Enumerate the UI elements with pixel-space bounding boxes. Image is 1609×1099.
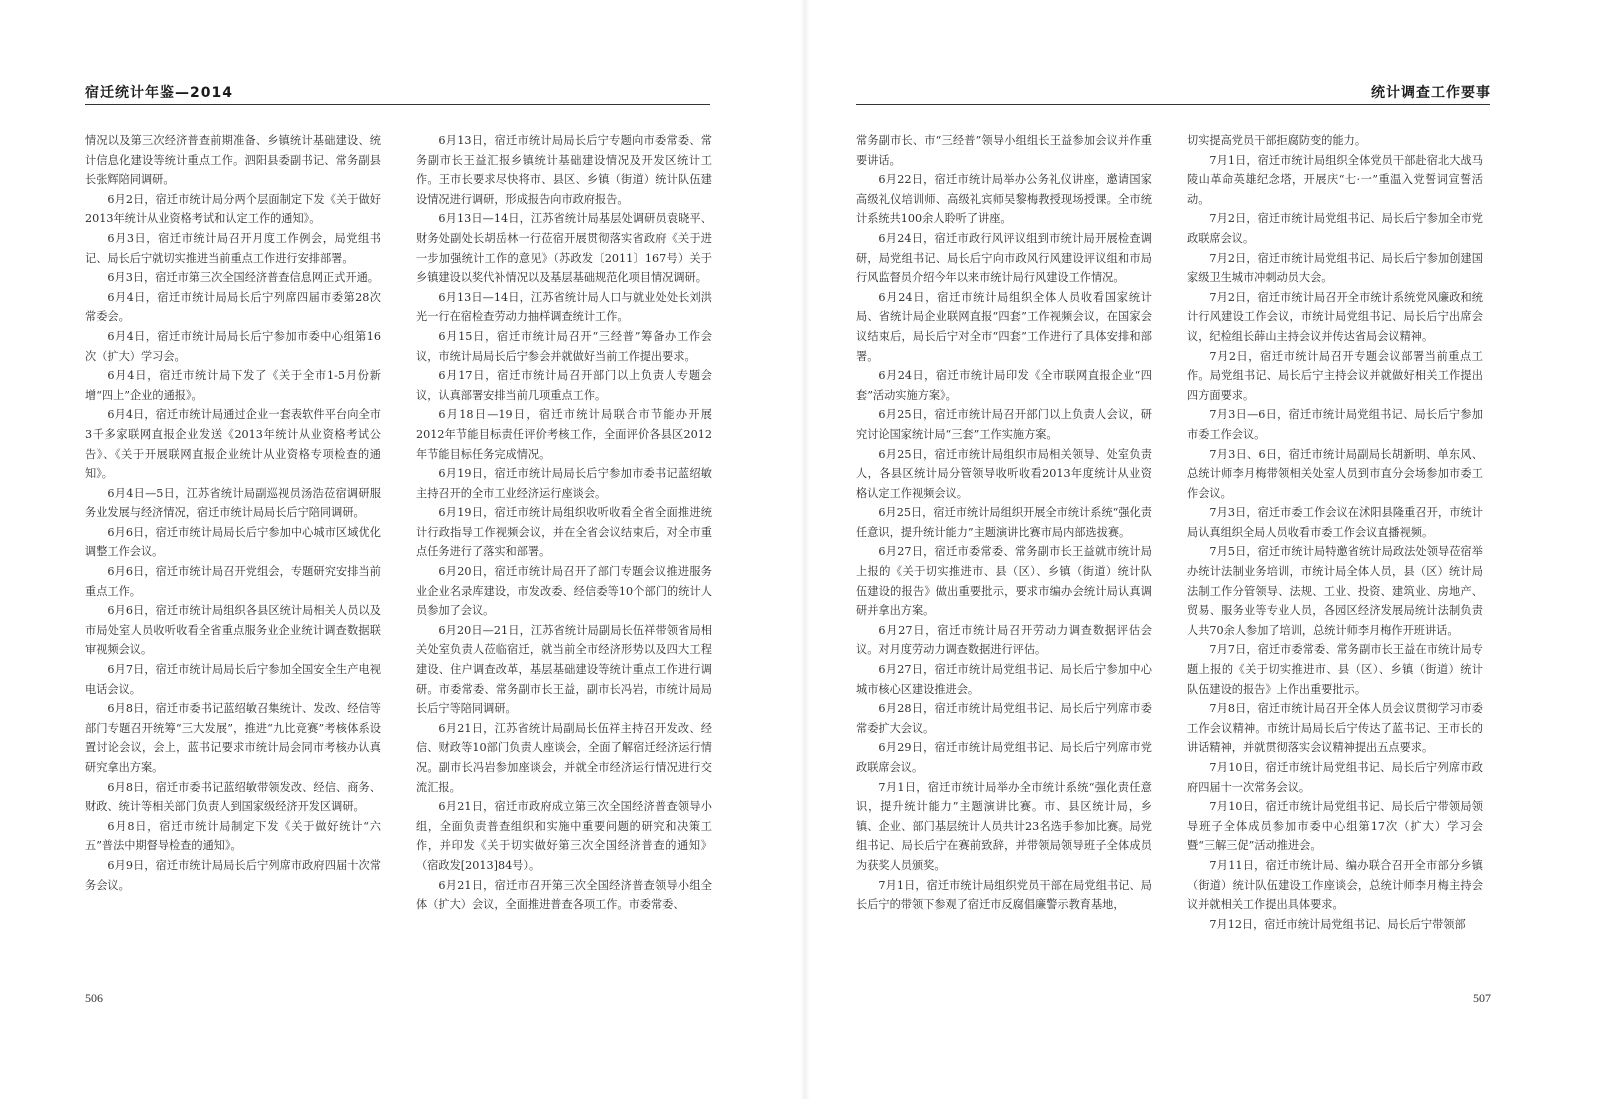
chronicle-entry: 6月6日，宿迁市统计局组织各县区统计局相关人员以及市局处室人员收听收看全省重点服务业企业统计调查数据联审视频会议。 [85, 604, 381, 657]
page-number-right: 507 [1473, 991, 1491, 1005]
chronicle-entry: 6月13日，宿迁市统计局局长后宁专题向市委常委、常务副市长王益汇报乡镇统计基础建设情况及开发区统计工作。王市长要求尽快将市、县区、乡镇（街道）统计队伍建设情况进行调研，形成报告向市政府报告。 [416, 134, 712, 206]
chronicle-entry: 6月8日，宿迁市委书记蓝绍敏召集统计、发改、经信等部门专题召开统筹“三大发展”，推进“九比竞赛”考核体系设置讨论会议，会上，蓝书记要求市统计局会同市考核办认真研究拿出方案。 [85, 702, 381, 774]
chronicle-entry: 7月2日，宿迁市统计局党组书记、局长后宁参加创建国家级卫生城市冲刺动员大会。 [1187, 251, 1483, 285]
chronicle-entry: 7月8日，宿迁市统计局召开全体人员会议贯彻学习市委工作会议精神。市统计局局长后宁传达了蓝书记、王市长的讲话精神，并就贯彻落实会议精神提出五点要求。 [1187, 702, 1483, 755]
chronicle-entry: 6月6日，宿迁市统计局局长后宁参加中心城市区域优化调整工作会议。 [85, 525, 381, 559]
chronicle-entry: 7月3日—6日，宿迁市统计局党组书记、局长后宁参加市委工作会议。 [1187, 408, 1483, 441]
chronicle-entry: 6月20日，宿迁市统计局召开了部门专题会议推进服务业企业名录库建设，市发改委、经信委等10个部门的统计人员参加了会议。 [416, 565, 712, 618]
chronicle-entry: 7月2日，宿迁市统计局召开全市统计系统党风廉政和统计行风建设工作会议，市统计局党组书记、局长后宁出席会议，纪检组长薛山主持会议并传达省局会议精神。 [1187, 290, 1483, 343]
right-page [805, 0, 1609, 1099]
chronicle-entry: 6月4日，宿迁市统计局局长后宁参加市委中心组第16次（扩大）学习会。 [85, 329, 381, 363]
header-rule-left [85, 104, 710, 105]
text-column [1187, 131, 1483, 971]
chronicle-entry: 6月4日，宿迁市统计局通过企业一套表软件平台向全市3千多家联网直报企业发送《2013年统计从业资格考试公告》、《关于开展联网直报企业统计从业资格专项检查的通知》。 [85, 408, 381, 481]
text-column [416, 131, 712, 971]
chronicle-entry: 6月20日—21日，江苏省统计局副局长伍祥带领省局相关处室负责人莅临宿迁，就当前全市经济形势以及四大工程建设、住户调查改革，基层基础建设等统计重点工作进行调研。市委常委、常务副市长王益，副市长冯岩，市统计局局长后宁等陪同调研。 [416, 623, 712, 716]
chronicle-entry: 6月21日，江苏省统计局副局长伍祥主持召开发改、经信、财政等10部门负责人座谈会，全面了解宿迁经济运行情况。副市长冯岩参加座谈会，并就全市经济运行情况进行交流汇报。 [416, 721, 712, 794]
chronicle-entry: 6月9日，宿迁市统计局局长后宁列席市政府四届十次常务会议。 [85, 858, 381, 892]
page-number-left: 506 [85, 991, 103, 1005]
chronicle-entry: 7月1日，宿迁市统计局组织全体党员干部赴宿北大战马陵山革命英雄纪念塔，开展庆“七·一”重温入党誓词宣誓活动。 [1187, 153, 1483, 206]
chronicle-entry: 6月3日，宿迁市第三次全国经济普查信息网正式开通。 [107, 271, 379, 285]
chronicle-entry: 6月7日，宿迁市统计局局长后宁参加全国安全生产电视电话会议。 [85, 663, 381, 696]
header-rule-right [856, 104, 1490, 105]
chronicle-entry: 7月10日，宿迁市统计局党组书记、局长后宁带领局领导班子全体成员参加市委中心组第17次（扩大）学习会暨“三解三促”活动推进会。 [1187, 800, 1483, 853]
chronicle-entry: 6月21日，宿迁市政府成立第三次全国经济普查领导小组，全面负责普查组织和实施中重要问题的研究和决策工作，并印发《关于切实做好第三次全国经济普查的通知》（宿政发[2013]84号）。 [416, 800, 712, 872]
text-column [85, 131, 381, 971]
running-header-left: 宿迁统计年鉴—2014 [85, 85, 233, 101]
chronicle-entry: 6月18日—19日，宿迁市统计局联合市节能办开展2012年节能目标责任评价考核工作，全面评价各县区2012年节能目标任务完成情况。 [416, 408, 712, 461]
chronicle-entry: 6月29日，宿迁市统计局党组书记、局长后宁列席市党政联席会议。 [856, 741, 1152, 774]
chronicle-entry: 6月13日—14日，江苏省统计局基层处调研员袁晓平、财务处副处长胡岳林一行莅宿开展贯彻落实省政府《关于进一步加强统计工作的意见》（苏政发〔2011〕167号）关于乡镇建设以奖代补情况以及基层基础规范化项目情况调研。 [416, 212, 712, 285]
chronicle-entry: 6月15日，宿迁市统计局召开“三经普”筹备办工作会议，市统计局局长后宁参会并就做好当前工作提出要求。 [416, 329, 712, 363]
chronicle-entry: 6月2日，宿迁市统计局分两个层面制定下发《关于做好2013年统计从业资格考试和认定工作的通知》。 [85, 192, 381, 226]
chronicle-entry: 6月21日，宿迁市召开第三次全国经济普查领导小组全体（扩大）会议，全面推进普查各项工作。市委常委、 [416, 878, 712, 912]
chronicle-entry: 7月11日，宿迁市统计局、编办联合召开全市部分乡镇（街道）统计队伍建设工作座谈会，总统计师李月梅主持会议并就相关工作提出具体要求。 [1187, 858, 1483, 912]
left-page [0, 0, 804, 1099]
chronicle-entry: 6月6日，宿迁市统计局召开党组会，专题研究安排当前重点工作。 [85, 565, 381, 598]
text-column [856, 131, 1152, 971]
chronicle-entry: 7月7日，宿迁市委常委、常务副市长王益在市统计局专题上报的《关于切实推进市、县（区）、乡镇（街道）统计队伍建设的报告》上作出重要批示。 [1187, 643, 1483, 696]
chronicle-entry: 6月25日，宿迁市统计局组织市局相关领导、处室负责人，各县区统计局分管领导收听收看2013年度统计从业资格认定工作视频会议。 [856, 447, 1152, 500]
chronicle-entry: 7月3日，宿迁市委工作会议在沭阳县隆重召开，市统计局认真组织全局人员收看市委工作会议直播视频。 [1187, 506, 1483, 539]
chronicle-entry: 6月8日，宿迁市委书记蓝绍敏带领发改、经信、商务、财政、统计等相关部门负责人到国家级经济开发区调研。 [85, 780, 381, 814]
chronicle-entry: 情况以及第三次经济普查前期准备、乡镇统计基础建设、统计信息化建设等统计重点工作。泗阳县委副书记、常务副县长张辉陪同调研。 [85, 134, 381, 187]
chronicle-entry: 6月27日，宿迁市统计局召开劳动力调查数据评估会议。对月度劳动力调查数据进行评估。 [856, 623, 1152, 657]
chronicle-entry: 6月8日，宿迁市统计局制定下发《关于做好统计“六五”普法中期督导检查的通知》。 [85, 819, 381, 853]
chronicle-entry: 6月13日—14日，江苏省统计局人口与就业处处长刘洪光一行在宿检查劳动力抽样调查统计工作。 [416, 290, 712, 324]
chronicle-entry: 6月25日，宿迁市统计局召开部门以上负责人会议，研究讨论国家统计局“三套”工作实施方案。 [856, 408, 1152, 441]
chronicle-entry: 6月28日，宿迁市统计局党组书记、局长后宁列席市委常委扩大会议。 [856, 702, 1152, 735]
chronicle-entry: 常务副市长、市“三经普”领导小组组长王益参加会议并作重要讲话。 [856, 134, 1152, 167]
chronicle-entry: 7月1日，宿迁市统计局举办全市统计系统“强化责任意识，提升统计能力”主题演讲比赛。市、县区统计局，乡镇、企业、部门基层统计人员共计23名选手参加比赛。局党组书记、局长后宁在赛前致辞，并带领局领导班子全体成员为获奖人员颁奖。 [856, 780, 1152, 872]
chronicle-entry: 6月19日，宿迁市统计局局长后宁参加市委书记蓝绍敏主持召开的全市工业经济运行座谈会。 [416, 467, 712, 500]
chronicle-entry: 7月1日，宿迁市统计局组织党员干部在局党组书记、局长后宁的带领下参观了宿迁市反腐倡廉警示教育基地， [856, 878, 1152, 912]
chronicle-entry: 6月25日，宿迁市统计局组织开展全市统计系统“强化责任意识，提升统计能力”主题演讲比赛市局内部选拔赛。 [856, 506, 1152, 539]
chronicle-entry: 6月22日，宿迁市统计局举办公务礼仪讲座，邀请国家高级礼仪培训师、高级礼宾师吴黎梅教授现场授课。全市统计系统共100余人聆听了讲座。 [856, 173, 1152, 226]
chronicle-entry: 6月19日，宿迁市统计局组织收听收看全省全面推进统计行政指导工作视频会议，并在全省会议结束后，对全市重点任务进行了落实和部署。 [416, 506, 712, 559]
chronicle-entry: 切实提高党员干部拒腐防变的能力。 [1187, 134, 1367, 147]
chronicle-entry: 6月27日，宿迁市委常委、常务副市长王益就市统计局上报的《关于切实推进市、县（区）、乡镇（街道）统计队伍建设的报告》做出重要批示，要求市编办会统计局认真调研并拿出方案。 [856, 545, 1152, 618]
chronicle-entry: 7月2日，宿迁市统计局党组书记、局长后宁参加全市党政联席会议。 [1187, 212, 1483, 245]
chronicle-entry: 6月24日，宿迁市统计局组织全体人员收看国家统计局、省统计局企业联网直报“四套”工作视频会议，在国家会议结束后，局长后宁对全市“四套”工作进行了具体安排和部署。 [856, 290, 1152, 363]
chronicle-entry: 7月2日，宿迁市统计局召开专题会议部署当前重点工作。局党组书记、局长后宁主持会议并就做好相关工作提出四方面要求。 [1187, 349, 1483, 402]
chronicle-entry: 6月24日，宿迁市政行风评议组到市统计局开展检查调研，局党组书记、局长后宁向市政风行风建设评议组和市局行风监督员介绍今年以来市统计局行风建设工作情况。 [856, 231, 1152, 285]
chronicle-entry: 6月4日—5日，江苏省统计局副巡视员汤浩莅宿调研服务业发展与经济情况，宿迁市统计局局长后宁陪同调研。 [85, 486, 381, 520]
chronicle-entry: 7月10日，宿迁市统计局党组书记、局长后宁列席市政府四届十一次常务会议。 [1187, 761, 1483, 794]
running-header-right: 统计调查工作要事 [1371, 85, 1491, 101]
chronicle-entry: 7月3日、6日，宿迁市统计局副局长胡新明、单东风、总统计师李月梅带领相关处室人员到市直分会场参加市委工作会议。 [1187, 447, 1483, 500]
chronicle-entry: 7月12日，宿迁市统计局党组书记、局长后宁带领部 [1209, 917, 1466, 931]
chronicle-entry: 6月4日，宿迁市统计局下发了《关于全市1-5月份新增“四上”企业的通报》。 [85, 369, 381, 402]
chronicle-entry: 6月3日，宿迁市统计局召开月度工作例会，局党组书记、局长后宁就切实推进当前重点工作进行安排部署。 [85, 231, 381, 265]
chronicle-entry: 7月5日，宿迁市统计局特邀省统计局政法处领导莅宿举办统计法制业务培训，市统计局全体人员，县（区）统计局法制工作分管领导、法规、工业、投资、建筑业、房地产、贸易、服务业等专业人员，各园区经济发展局统计法制负责人共70余人参加了培训，总统计师李月梅作开班讲话。 [1187, 545, 1483, 637]
chronicle-entry: 6月17日，宿迁市统计局召开部门以上负责人专题会议，认真部署安排当前几项重点工作。 [416, 369, 712, 402]
chronicle-entry: 6月27日，宿迁市统计局党组书记、局长后宁参加中心城市核心区建设推进会。 [856, 663, 1152, 696]
chronicle-entry: 6月4日，宿迁市统计局局长后宁列席四届市委第28次常委会。 [85, 290, 381, 324]
chronicle-entry: 6月24日，宿迁市统计局印发《全市联网直报企业“四套”活动实施方案》。 [856, 369, 1152, 402]
